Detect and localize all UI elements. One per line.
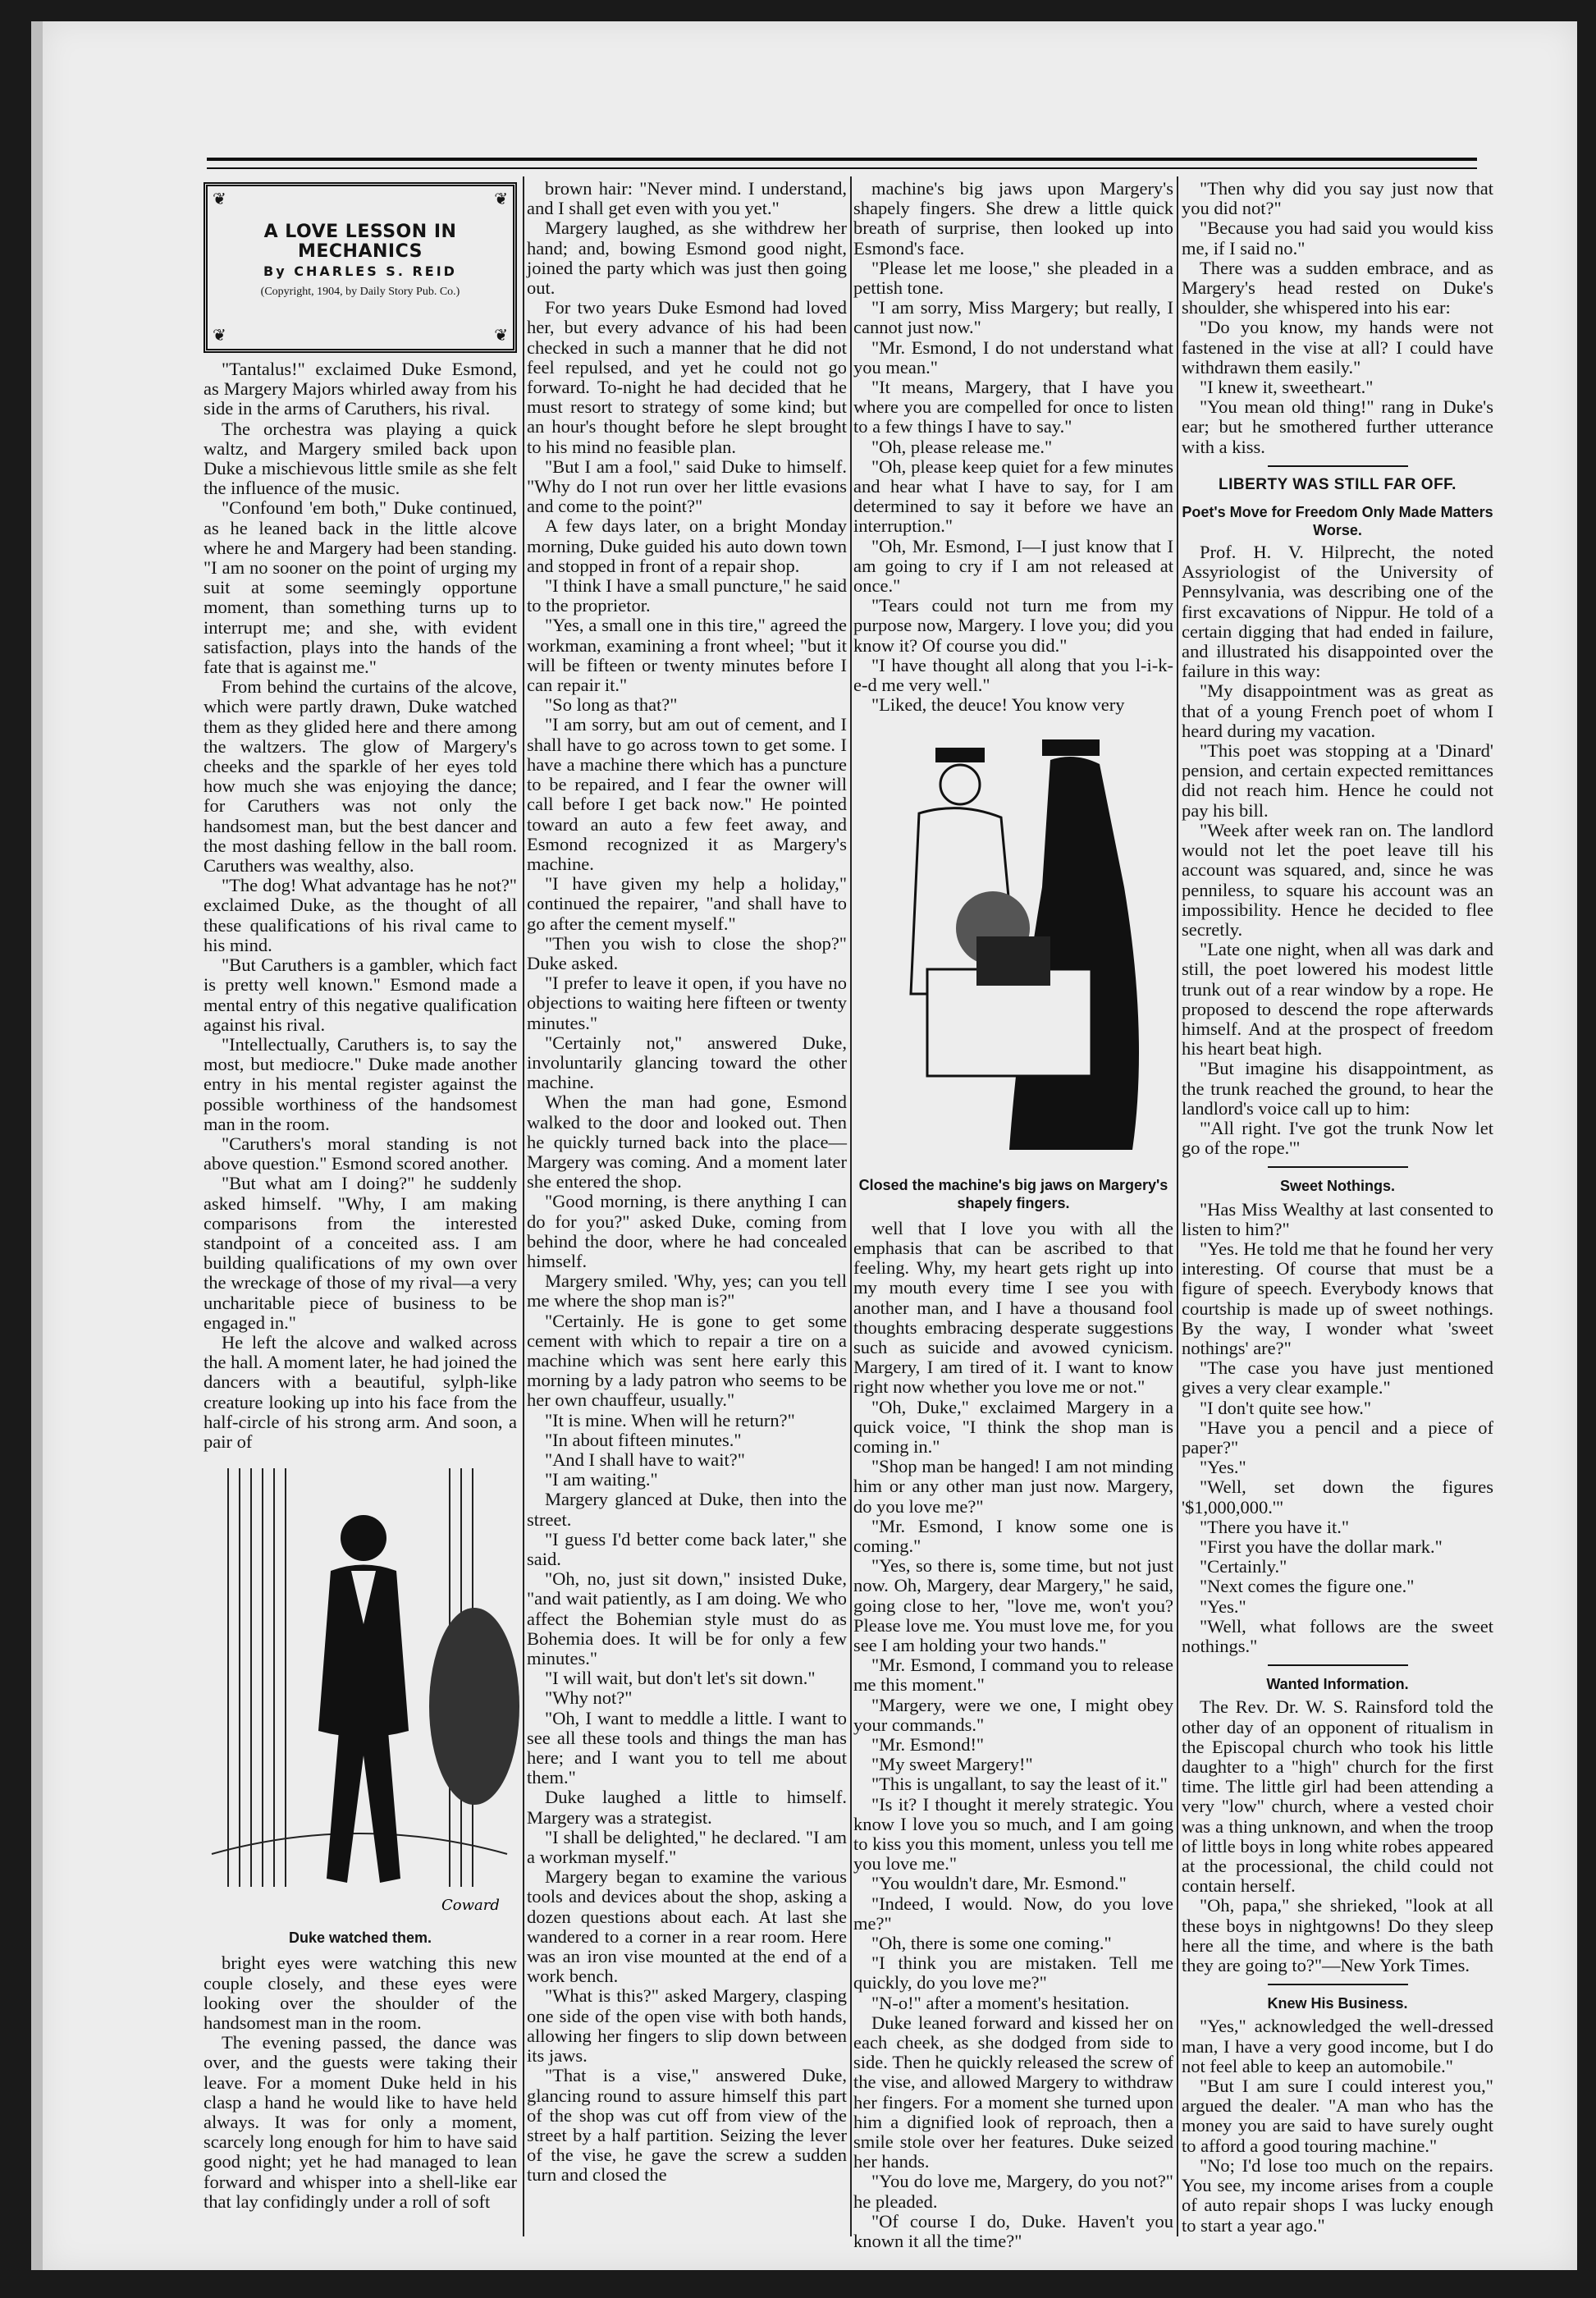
paragraph: "N-o!" after a moment's hesitation.: [871, 1992, 1130, 2013]
paragraph: "Tears could not turn me from my purpose now, Margery. I love you; did you know it? Of course you did.": [853, 595, 1173, 656]
column-divider-1: [523, 176, 524, 2236]
story-byline: By CHARLES S. REID: [263, 263, 457, 280]
paragraph: "You wouldn't dare, Mr. Esmond.": [871, 1873, 1127, 1894]
paragraph: The orchestra was playing a quick waltz, and Margery smiled back upon Duke a mischievous little smile as she felt the influence of the music.: [204, 418, 517, 499]
paragraph: "Why not?": [545, 1687, 633, 1709]
paragraph: "I think you are mistaken. Tell me quickly, do you love me?": [853, 1952, 1173, 1994]
paragraph: "Because you had said you would kiss me, if I said no.": [1182, 217, 1493, 259]
paragraph: "Well, set down the figures '$1,000,000.'": [1182, 1476, 1493, 1518]
paragraph: "Good morning, is there anything I can do for you?" asked Duke, coming from behind the door, where he had concealed himself.: [527, 1191, 847, 1271]
paragraph: "Confound 'em both," Duke continued, as he leaned back in the little alcove where he and Margery had been standing. "I am no sooner on the point of urging my suit at some seemingly opportune moment, than something turns up to interrupt me; and she, with evident satisfaction, plays into the hands of the fate that is against me.": [204, 497, 517, 678]
paragraph: "Mr. Esmond!": [871, 1733, 985, 1755]
paragraph: "Do you know, my hands were not fastened in the vise at all? I could have withdrawn them easily.": [1182, 317, 1493, 378]
illustration-caption-2: Closed the machine's big jaws on Margery's shapely fingers.: [858, 1176, 1168, 1211]
paragraph: "You mean old thing!" rang in Duke's ear; but he smothered further utterance with a kiss.: [1182, 396, 1493, 457]
paragraph: "It is mine. When will he return?": [545, 1409, 795, 1431]
artist-signature: Coward: [441, 1897, 500, 1915]
paragraph: "But what am I doing?" he suddenly asked himself. "Why, I am making comparisons from the interested standpoint of a conceited ass. I am building qualifications of my own over the wreckage of those of my rival—a very uncharitable piece of business to be engaged in.": [204, 1173, 517, 1333]
paragraph: "Liked, the deuce! You know very: [871, 694, 1125, 716]
headline-wanted-information: Wanted Information.: [1266, 1676, 1409, 1693]
paragraph: "Then why did you say just now that you did not?": [1182, 178, 1493, 219]
paragraph: "Of course I do, Duke. Haven't you known it all the time?": [853, 2210, 1173, 2252]
liberty-article-text: [1182, 542, 1493, 1158]
paragraph: "I knew it, sweetheart.": [1200, 377, 1374, 398]
paragraph: "Oh, please keep quiet for a few minutes and hear what I have to say, for I am determined to say it before we have an interruption.": [853, 455, 1173, 537]
paragraph: "No; I'd lose too much on the repairs. You see, my income arises from a couple of auto repair shops I was lucky enough to start a year ago.": [1182, 2154, 1493, 2236]
column-1: [204, 179, 517, 2212]
paragraph: "I have thought all along that you l-i-k-e-d me very well.": [853, 654, 1173, 696]
story-title-box: [204, 182, 517, 353]
paragraph: "Oh, Mr. Esmond, I—I just know that I am going to cry if I am not released at once.": [853, 535, 1173, 597]
column-divider-3: [1177, 176, 1178, 2236]
paragraph: "Oh, please release me.": [871, 436, 1053, 457]
paragraph: "I will wait, but don't let's sit down.": [545, 1668, 816, 1689]
illustration-vise-scene: [853, 723, 1173, 1166]
paragraph: "Certainly not," answered Duke, involuntarily glancing toward the other machine.: [527, 1032, 847, 1093]
paragraph: "And I shall have to wait?": [545, 1449, 745, 1470]
paragraph: "Has Miss Wealthy at last consented to listen to him?": [1182, 1198, 1493, 1239]
story-title: A LOVE LESSON IN MECHANICS: [263, 222, 457, 263]
paragraph: "Mr. Esmond, I know some one is coming.": [853, 1515, 1173, 1556]
paragraph: "But I am a fool," said Duke to himself. "Why do I not run over her little evasions and come to the point?": [527, 455, 847, 517]
paragraph: "Yes, a small one in this tire," agreed the workman, examining a front wheel; "but it will be fifteen or twenty minutes before I can repair it.": [527, 615, 847, 696]
paragraph: "What is this?" asked Margery, clasping one side of the open vise with both hands, allowing her fingers to slip down between its jaws.: [527, 1985, 847, 2067]
paragraph: "Then you wish to close the shop?" Duke asked.: [527, 932, 847, 973]
separator: [1268, 1984, 1408, 1985]
paragraph: "Late one night, when all was dark and still, the poet lowered his modest little trunk out of a rear window by a rope. He proposed to descend the rope afterwards himself. And at the prospect of freedom his heart beat high.: [1182, 939, 1493, 1060]
column-divider-2: [850, 176, 852, 2236]
paragraph: The evening passed, the dance was over, and the guests were taking their leave. For a moment Duke held in his clasp a hand he would like to have held always. It was for only a moment, scarcely long enough for him to have said good night; yet he had managed to lean forward and whisper into a shell-like ear that lay confidingly under a roll of soft: [204, 2032, 517, 2212]
paragraph: When the man had gone, Esmond walked to the door and looked out. Then he quickly turned back into the place—Margery was coming. And a moment later she entered the shop.: [527, 1092, 847, 1192]
paragraph: "Next comes the figure one.": [1200, 1576, 1415, 1597]
paragraph: "Margery, were we one, I might obey your commands.": [853, 1694, 1173, 1735]
separator: [1268, 1664, 1408, 1666]
story-text-part-2: [204, 1953, 517, 2212]
paragraph: "I think I have a small puncture," he said to the proprietor.: [527, 575, 847, 616]
paragraph: Margery glanced at Duke, then into the street.: [527, 1489, 847, 1530]
story-text-part-3: [527, 179, 847, 2186]
story-text-part-4: [853, 179, 1173, 715]
ornament-icon: ❦: [213, 326, 226, 345]
paragraph: "Please let me loose," she pleaded in a pettish tone.: [853, 257, 1173, 299]
paragraph: "Oh, papa," she shrieked, "look at all these boys in nightgowns! Do they sleep here all the time, and where is the bath they are going to?"—New York Times.: [1182, 1895, 1493, 1976]
paragraph: "The dog! What advantage has he not?" exclaimed Duke, as the thought of all these qualifications of his rival came to his mind.: [204, 875, 517, 955]
paragraph: "Yes," acknowledged the well-dressed man, I have a very good income, but I do not feel able to keep an automobile.": [1182, 2016, 1493, 2076]
sweet-nothings-text: [1182, 1200, 1493, 1657]
paragraph: "Is it? I thought it merely strategic. You know I love you so much, and I am going to kiss you this moment, unless you tell me you love me.": [853, 1793, 1173, 1875]
separator: [1268, 1166, 1408, 1168]
paragraph: "Intellectually, Caruthers is, to say the most, but mediocre." Duke made another entry in his mental register against the possible worthiness of the handsomest man in the room.: [204, 1033, 517, 1134]
top-rule: [207, 158, 1477, 169]
paragraph: There was a sudden embrace, and as Margery's head rested on Duke's shoulder, she whispered into his ear:: [1182, 257, 1493, 318]
knew-his-business-text: [1182, 2016, 1493, 2235]
story-text-part-1: [204, 359, 517, 1452]
column-2: [527, 179, 847, 2190]
story-text-ending: [1182, 179, 1493, 457]
paragraph: "I guess I'd better come back later," she said.: [527, 1528, 847, 1570]
paragraph: "Certainly. He is gone to get some cement with which to repair a tire on a machine which was sent here early this morning by a lady patron who seems to be her own chauffeur, usually.": [527, 1310, 847, 1411]
paragraph: "Shop man be hanged! I am not minding him or any other man just now. Margery, do you love me?": [853, 1456, 1173, 1517]
paragraph: "Yes. He told me that he found her very interesting. Of course that must be a figure of speech. Everybody knows that courtship is made up of sweet nothings. By the way, I wonder what 'sweet nothings' are?": [1182, 1238, 1493, 1358]
paragraph: well that I love you with all the emphasis that can be ascribed to that feeling. Why, my heart gets right up into my mouth every time I see you with another man, and I have a thousand fool thoughts embracing desperate suggestions such as suicide and avowed cynicism. Margery, I am tired of it. I want to know right now whether you love me or not.": [853, 1217, 1173, 1398]
paragraph: "Week after week ran on. The landlord would not let the poet leave till his account was squared, and, since he was penniless, to square his account was an impossibility. Hence he decided to flee secretly.: [1182, 819, 1493, 940]
headline-knew-his-business: Knew His Business.: [1267, 1995, 1408, 2012]
ornament-icon: ❦: [494, 190, 508, 208]
ornament-icon: ❦: [494, 326, 508, 345]
paragraph: "Well, what follows are the sweet nothings.": [1182, 1615, 1493, 1657]
paragraph: "Tantalus!" exclaimed Duke Esmond, as Margery Majors whirled away from his side in the arms of Caruthers, his rival.: [204, 359, 517, 419]
subhead-liberty: Poet's Move for Freedom Only Made Matters Worse.: [1182, 504, 1493, 539]
paragraph: "There you have it.": [1200, 1516, 1350, 1537]
column-4: [1182, 178, 1493, 2236]
paragraph: "But Caruthers is a gambler, which fact is pretty well known." Esmond made a mental entry of this negative qualification against his rival.: [204, 954, 517, 1035]
separator: [1268, 465, 1408, 467]
paragraph: "I am waiting.": [545, 1469, 658, 1490]
paragraph: "Have you a pencil and a piece of paper?": [1182, 1417, 1493, 1458]
paragraph: "I prefer to leave it open, if you have no objections to waiting here fifteen or twenty minutes.": [527, 973, 847, 1033]
paragraph: "I am sorry, Miss Margery; but really, I cannot just now.": [853, 297, 1173, 338]
paragraph: Margery began to examine the various tools and devices about the shop, asking a dozen questions about each. At last she wandered to a corner in a rear room. Here was an iron vise mounted at the end of a work bench.: [527, 1866, 847, 1987]
paragraph: "Oh, Duke," exclaimed Margery in a quick voice, "I think the shop man is coming in.": [853, 1396, 1173, 1457]
paragraph: Duke leaned forward and kissed her on each cheek, as she dodged from side to side. Then he quickly released the screw of the vise, and allowed Margery to withdraw her fingers. For a moment she turned upon him a dignified look of reproach, then a smile stole over her features. Duke seized her hands.: [853, 2012, 1173, 2172]
paragraph: For two years Duke Esmond had loved her, but every advance of his had been checked in such a manner that he did not feel repulsed, and yet he could not go forward. To-night he had decided that he must resort to strategy of some kind; but an hour's thought before he slept brought to his mind no feasible plan.: [527, 297, 847, 457]
wanted-information-text: [1182, 1697, 1493, 1975]
paragraph: Margery laughed, as she withdrew her hand; and, bowing Esmond good night, joined the party which was just then going out.: [527, 217, 847, 299]
paragraph: "Indeed, I would. Now, do you love me?": [853, 1893, 1173, 1934]
paragraph: "My sweet Margery!": [871, 1754, 1033, 1775]
paragraph: "But I am sure I could interest you," argued the dealer. "A man who has the money you are said to have surely ought to afford a good touring machine.": [1182, 2076, 1493, 2156]
paragraph: Prof. H. V. Hilprecht, the noted Assyriologist of the University of Pennsylvania, was describing one of the first excavations of Nippur. He told of a certain digging that had ended in failure, and illustrated his disappointed over the failure in this way:: [1182, 542, 1493, 682]
paragraph: "I shall be delighted," he declared. "I am a workman myself.": [527, 1826, 847, 1868]
paragraph: Duke laughed a little to himself. Margery was a strategist.: [527, 1787, 847, 1828]
story-text-part-5: [853, 1219, 1173, 2252]
illustration-duke-watching: [204, 1460, 515, 1920]
paragraph: Margery smiled. 'Why, yes; can you tell me where the shop man is?": [527, 1270, 847, 1312]
paragraph: "But imagine his disappointment, as the trunk reached the ground, to hear the landlord's voice call up to him:: [1182, 1058, 1493, 1119]
paragraph: "You do love me, Margery, do you not?" he pleaded.: [853, 2171, 1173, 2212]
paragraph: "'All right. I've got the trunk Now let go of the rope.'": [1182, 1117, 1493, 1159]
ornament-icon: ❦: [213, 190, 226, 208]
headline-liberty: LIBERTY WAS STILL FAR OFF.: [1219, 475, 1457, 493]
paragraph: He left the alcove and walked across the hall. A moment later, he had joined the dancers with a beautiful, sylph-like creature looking up into his face from the half-circle of his strong arm. And soon, a pair of: [204, 1331, 517, 1452]
paragraph: "Mr. Esmond, I command you to release me this moment.": [853, 1655, 1173, 1696]
paragraph: "Oh, there is some one coming.": [871, 1933, 1112, 1953]
story-copyright: (Copyright, 1904, by Daily Story Pub. Co.): [260, 285, 460, 298]
paragraph: bright eyes were watching this new couple closely, and these eyes were looking over the shoulder of the handsomest man in the room.: [204, 1952, 517, 2033]
headline-sweet-nothings: Sweet Nothings.: [1279, 1178, 1395, 1195]
paragraph: "Yes, so there is, some time, but not just now. Oh, Margery, dear Margery," he said, going close to her, "love me, won't you? Please love me. You must love me, for you see I am holding your two hands.": [853, 1555, 1173, 1655]
paragraph: "The case you have just mentioned gives a very clear example.": [1182, 1357, 1493, 1398]
paragraph: "Yes.": [1200, 1595, 1246, 1617]
paragraph: "Oh, I want to meddle a little. I want to see all these tools and things the man has here; and I want you to tell me about them.": [527, 1707, 847, 1788]
paragraph: brown hair: "Never mind. I understand, and I shall get even with you yet.": [527, 178, 847, 219]
paragraph: "Mr. Esmond, I do not understand what you mean.": [853, 336, 1173, 378]
illustration-caption-1: Duke watched them.: [288, 1929, 432, 1947]
paragraph: machine's big jaws upon Margery's shapely fingers. She drew a little quick breath of surprise, then looked up into Esmond's face.: [853, 178, 1173, 259]
paragraph: "In about fifteen minutes.": [545, 1429, 742, 1450]
paragraph: "Yes.": [1200, 1457, 1246, 1478]
paragraph: "Oh, no, just sit down," insisted Duke, "and wait patiently, as I am doing. We who affect the Bohemian style must do as Bohemia does. It will be for only a few minutes.": [527, 1568, 847, 1669]
paragraph: "This poet was stopping at a 'Dinard' pension, and certain expected remittances did not reach him. Hence he could not pay his bill.: [1182, 740, 1493, 821]
paragraph: "It means, Margery, that I have you where you are compelled for once to listen to a few things I have to say.": [853, 377, 1173, 437]
paragraph: "My disappointment was as great as that of a young French poet of whom I heard during my vacation.: [1182, 680, 1493, 741]
paragraph: From behind the curtains of the alcove, which were partly drawn, Duke watched them as they glided here and there among the waltzers. The glow of Margery's cheeks and the sparkle of her eyes told how much she was enjoying the dance; for Caruthers was not only the handsomest man, but the best dancer and the most dashing fellow in the ball room. Caruthers was wealthy, also.: [204, 676, 517, 877]
paragraph: "First you have the dollar mark.": [1200, 1536, 1443, 1557]
paragraph: "I am sorry, but am out of cement, and I shall have to go across town to get some. I have a machine there which has a puncture to be repaired, and I fear the owner will call before I get back now." He pointed toward an auto a few feet away, and Esmond recognized it as Margery's machine.: [527, 714, 847, 874]
paragraph: "I don't quite see how.": [1200, 1397, 1372, 1418]
paragraph: "That is a vise," answered Duke, glancing round to assure himself this part of the shop was cut off from view of the street by a half partition. Seizing the lever of the vise, he gave the screw a sudden turn and closed the: [527, 2065, 847, 2186]
paragraph: "So long as that?": [545, 694, 678, 716]
column-3: [853, 178, 1173, 2252]
paragraph: "I have given my help a holiday," continued the repairer, "and shall have to go after the cement myself.": [527, 873, 847, 934]
paragraph: "Certainly.": [1200, 1556, 1287, 1577]
paragraph: "Caruthers's moral standing is not above question." Esmond scored another.: [204, 1133, 517, 1174]
paragraph: The Rev. Dr. W. S. Rainsford told the other day of an opponent of ritualism in the Episcopal church who took his little daughter to a "high" church for the first time. The little girl had been attending a very "low" church, where a vested choir was a thing unknown, and when the troop of little boys in long white robes appeared at the processional, the child could not contain herself.: [1182, 1696, 1493, 1897]
paragraph: A few days later, on a bright Monday morning, Duke guided his auto down town and stopped in front of a repair shop.: [527, 515, 847, 576]
paragraph: "This is ungallant, to say the least of it.": [871, 1774, 1168, 1795]
